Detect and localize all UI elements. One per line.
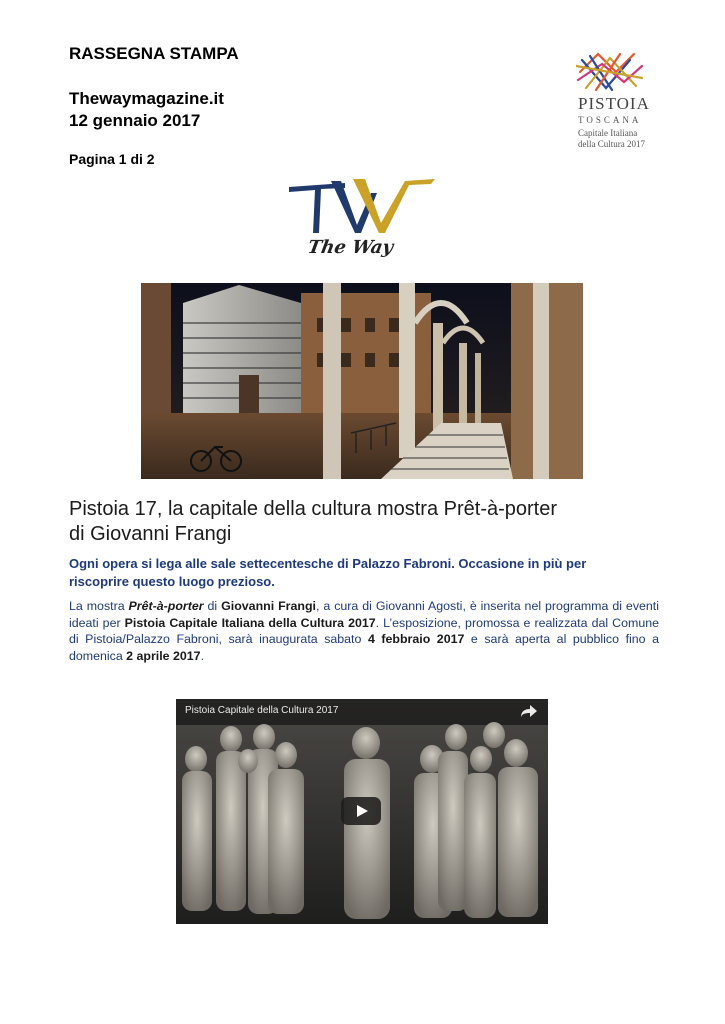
video-title[interactable]: Pistoia Capitale della Cultura 2017 (185, 705, 339, 716)
pistoia-logo-tagline-2: della Cultura 2017 (578, 139, 645, 149)
article-lede-line-1: Ogni opera si lega alle sale settecentesche di Palazzo Fabroni. Occasione in più per (69, 556, 587, 571)
body-text-5: e sarà aperta al pubblico fino a domenica (69, 632, 659, 663)
share-icon[interactable] (520, 704, 538, 718)
pistoia-logo-tagline-1: Capitale Italiana (578, 128, 638, 138)
source-name: Thewaymagazine.it (69, 89, 224, 108)
article-photo (141, 283, 583, 479)
article-lede (69, 555, 669, 591)
article-title (69, 497, 669, 547)
play-button[interactable] (341, 797, 381, 825)
article-title-line-2: di Giovanni Frangi (69, 523, 232, 545)
body-text-1: La mostra (69, 599, 129, 613)
theway-monogram-icon (283, 173, 443, 237)
pistoia-mark-icon (576, 50, 644, 94)
publication-date: 12 gennaio 2017 (69, 111, 201, 130)
opening-date: 4 febbraio 2017 (367, 632, 465, 646)
program-name: Pistoia Capitale Italiana della Cultura 2017 (124, 615, 376, 630)
exhibition-title: Prêt-à-porter (128, 599, 204, 613)
closing-date: 2 aprile 2017 (126, 648, 201, 663)
article-lede-line-2: riscoprire questo luogo prezioso. (69, 574, 275, 589)
press-review-heading: RASSEGNA STAMPA (69, 44, 239, 63)
theway-logo-text: The Way (306, 237, 395, 258)
article-title-line-1: Pistoia 17, la capitale della cultura mostra Prêt-à-porter (69, 498, 558, 520)
pistoia-capitale-logo (568, 50, 658, 162)
page-number: Pagina 1 di 2 (69, 151, 155, 167)
pistoia-logo-name: PISTOIA (578, 94, 650, 113)
piazza-night-photo (141, 283, 583, 479)
pistoia-logo-region: TOSCANA (578, 115, 642, 125)
theway-magazine-logo (283, 173, 443, 273)
article-body (69, 598, 659, 664)
artist-name: Giovanni Frangi (221, 599, 316, 613)
body-text-3: , a cura di Giovanni Agosti, è inserita nel programma di eventi ideati per (69, 599, 659, 630)
play-icon (341, 797, 381, 825)
body-text-2: di (203, 599, 222, 613)
source-block (69, 88, 224, 132)
video-embed[interactable] (176, 699, 548, 924)
body-text-4: . L’esposizione, promossa e realizzata dal Comune di Pistoia/Palazzo Fabroni, sarà inaugurata sabato (69, 615, 659, 646)
body-text-6: . (200, 648, 205, 663)
